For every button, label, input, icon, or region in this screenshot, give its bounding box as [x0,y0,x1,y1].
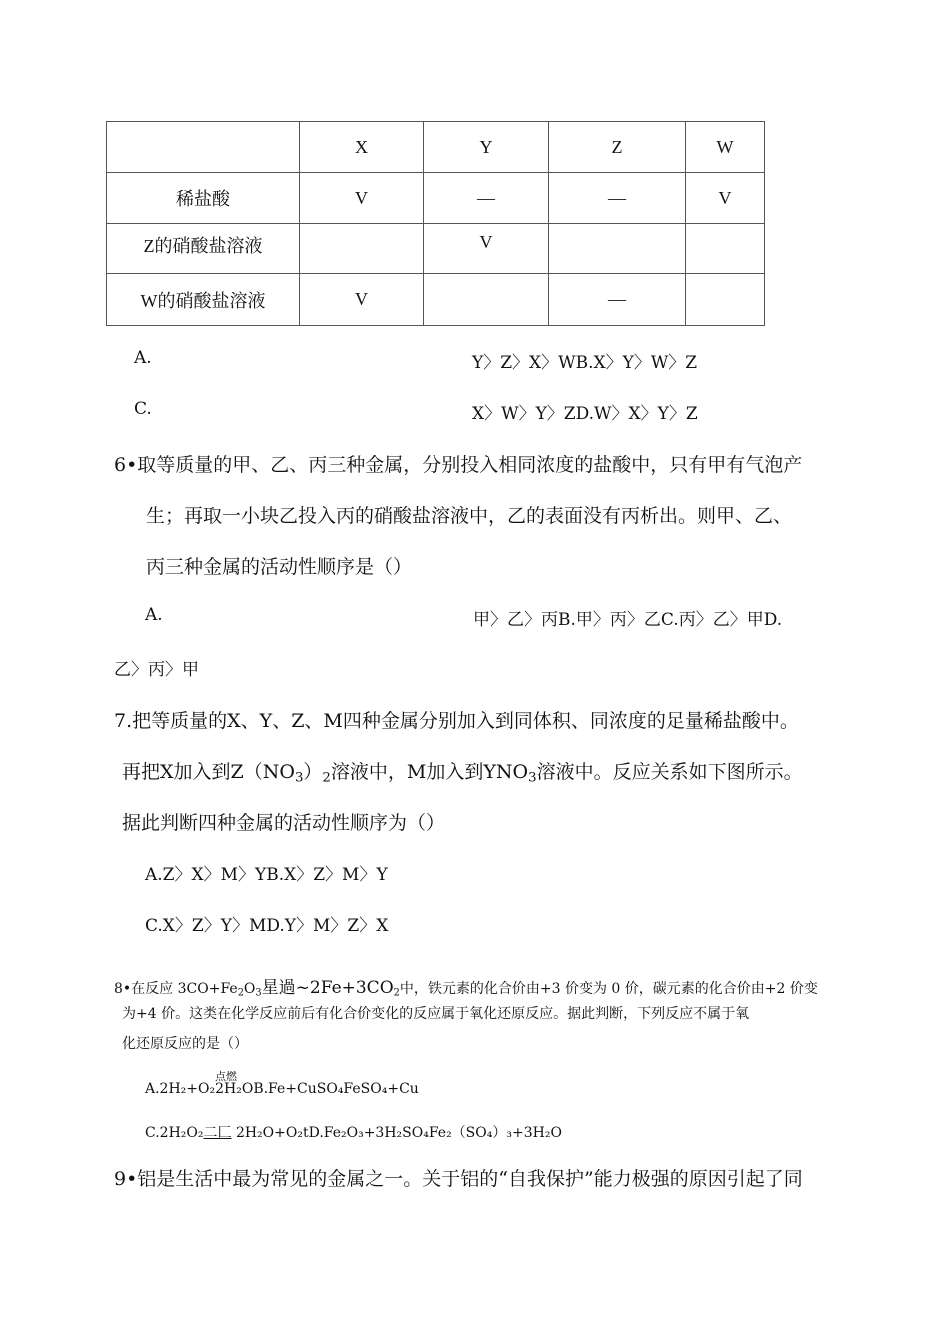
q6-option-a-label: A. [145,605,163,625]
table-header-cell: W [686,122,765,173]
q5-option-ab-text: Y〉Z〉X〉WB.X〉Y〉W〉Z [472,353,698,373]
q6-stem-line3: 丙三种金属的活动性顺序是（） [146,556,413,578]
table-header-cell: Z [549,122,686,173]
q6-stem-line2: 生；再取一小块乙投入丙的硝酸盐溶液中，乙的表面没有丙析出。则甲、乙、 [146,505,793,527]
table-cell: — [549,274,686,326]
reaction-table [106,121,765,326]
table-cell: 稀盐酸 [107,173,300,224]
q8-stem-line1: 8•在反应 $3CO+Fe_2O_3$星過$\sim 2Fe+3CO_2$中，铁元素的化合价由+3 价变为 0 价，碳元素的化合价由+2 价变 [114,978,818,999]
q8-stem-line2: 为+4 价。这类在化学反应前后有化合价变化的反应属于氧化还原反应。据此判断，下列反应不属于氧 [122,1006,750,1022]
q6-stem-line1: 6•取等质量的甲、乙、丙三种金属，分别投入相同浓度的盐酸中，只有甲有气泡产 [114,454,803,476]
q7-stem-line2: 再把X加入到$Z(NO_3)_2$溶液中，M加入到$YNO_3$溶液中。反应关系如下图所示。 [122,761,803,786]
q9-stem-line1: 9•铝是生活中最为常见的金属之一。关于铝的“自我保护”能力极强的原因引起了同 [114,1168,803,1190]
q5-option-c-label: C. [134,399,152,419]
table-cell: V [424,224,549,274]
table-cell: W的硝酸盐溶液 [107,274,300,326]
q6-option-d-text: 乙〉丙〉甲 [114,660,199,680]
table-cell [300,224,424,274]
q5-option-a-label: A. [134,348,152,368]
catalyst-mark: 二匚 [203,1125,232,1141]
table-cell: V [300,274,424,326]
q8-stem-line3: 化还原反应的是（） [122,1036,248,1052]
table-cell [686,274,765,326]
table-header-row [107,122,765,173]
table-row [107,274,765,326]
q5-option-cd-text: X〉W〉Y〉ZD.W〉X〉Y〉Z [472,404,698,424]
q7-options-ab: A.Z〉X〉M〉YB.X〉Z〉M〉Y [145,865,388,885]
table-header-cell [107,122,300,173]
q7-options-cd: C.X〉Z〉Y〉MD.Y〉M〉Z〉X [145,916,389,936]
table-cell: — [424,173,549,224]
q7-stem-line3: 据此判断四种金属的活动性顺序为（） [122,812,446,834]
table-row [107,173,765,224]
q7-stem-line1: 7.把等质量的X、Y、Z、M四种金属分别加入到同体积、同浓度的足量稀盐酸中。 [114,710,799,732]
table-cell: V [686,173,765,224]
ignite-condition-label: 点燃 [215,1070,237,1083]
table-header-cell: X [300,122,424,173]
table-cell: V [300,173,424,224]
table-cell [686,224,765,274]
table-cell: Z的硝酸盐溶液 [107,224,300,274]
table-cell [549,224,686,274]
q8-options-ab: A.2H₂+O₂2H₂OB.Fe+CuSO₄FeSO₄+Cu [145,1081,419,1097]
q6-options-text: 甲〉乙〉丙B.甲〉丙〉乙C.丙〉乙〉甲D. [473,610,783,630]
q8-options-cd: C.2H₂O₂二匚 2H₂O+O₂tD.Fe₂O₃+3H₂SO₄Fe₂（SO₄）₃+3H₂O [145,1125,562,1141]
table-header-cell: Y [424,122,549,173]
table-row [107,224,765,274]
table-cell: — [549,173,686,224]
table-cell [424,274,549,326]
